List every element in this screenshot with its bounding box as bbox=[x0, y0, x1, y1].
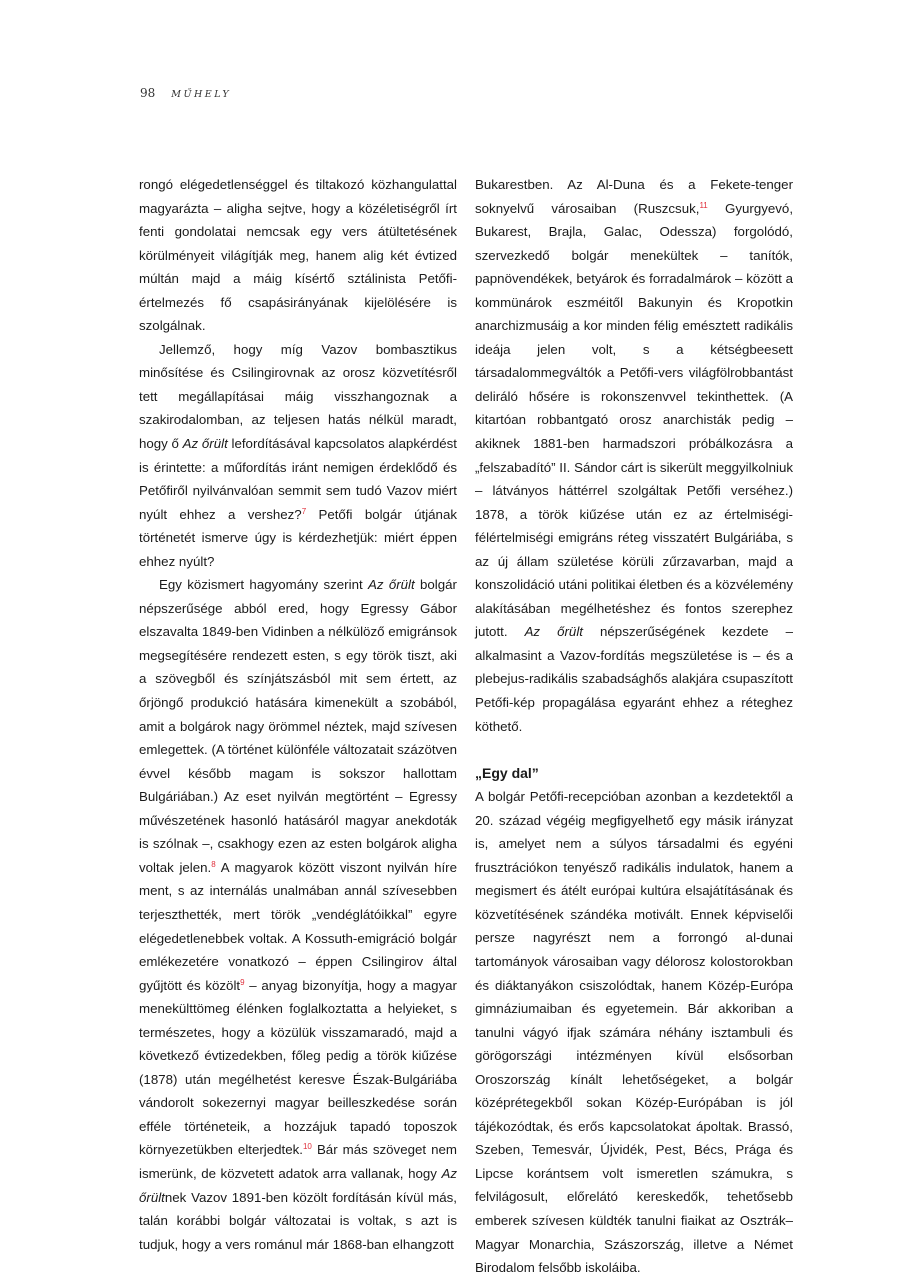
footnote-marker[interactable]: 8 bbox=[211, 859, 216, 869]
footnote-marker[interactable]: 10 bbox=[302, 1142, 312, 1152]
text-run: A magyarok között viszont nyilván híre ment, s az internálás unalmában annál szívesebben terjeszthették, mert török „vendéglátóikkal” egyre elégedetlenebbek voltak. A Kossuth-emigráció bolgár emlékezetére vonatkozó – éppen Csilingirov által gyűjtött és közölt bbox=[139, 859, 457, 993]
text-run: Gyurgyevó, Bukarest, Brajla, Galac, Odessza) forgolódó, szervezkedő bolgár menekültek – tanítók, papnövendékek, betyárok és forradalmárok – között a kommünárok eszméitől Bakunyin és Kropotkin anarchizmusáig a kor minden félig emésztett radikális ideája jelen volt, s a kétségbeesett társadalommegváltók a Petőfi-vers világfölrobbantást deliráló hősére is rokonszenvvel tekinthettek. (A kitartóan robbantgató orosz anarchisták pedig – akiknek 1881-ben harmadszori próbálkozásra a „felszabadító” II. Sándor cárt is sikerült meggyilkolniuk – látványos háttérrel szolgáltak Petőfi verséhez.) 1878, a török kiűzése után ez az értelmiségi-félértelmiségi emigráns réteg visszatért Bulgáriába, s az új állam születése körüli zűrzavarban, majd a konszolidáció utáni politikai életben és a közvélemény alakításában megélhetéshez és fontos szerephez jutott. bbox=[475, 200, 794, 640]
footnote-marker[interactable]: 9 bbox=[240, 977, 245, 987]
footnote-marker[interactable]: 11 bbox=[699, 200, 708, 210]
page-number: 98 bbox=[140, 86, 156, 100]
text-run: Jellemző, hogy míg Vazov bombasztikus minősítése és Csilingirovnak az orosz közvetítésről tett megállapításai máig visszhangoznak a szakirodalomban, az teljesen hatás nélkül maradt, hogy ő bbox=[139, 341, 457, 452]
italic-title: Az őrült bbox=[524, 624, 583, 640]
text-run: rongó elégedetlenséggel és tiltakozó közhangulattal magyarázta – aligha sejtve, hogy a közéletiségről írt fenti gondolatai nemcsak egy vers átültetésének körülményeit világítják meg, hanem alig két évtized múltán majd a máig kísértő sztálinista Petőfi-értelmezés fő csapásirányának kijelölésére is szolgálnak. bbox=[139, 177, 457, 334]
paragraph bbox=[139, 338, 457, 573]
section-subheading: „Egy dal” bbox=[475, 764, 539, 781]
italic-title: Az őrült bbox=[367, 577, 415, 593]
paragraph bbox=[139, 173, 457, 338]
italic-title: Az őrült bbox=[182, 436, 228, 452]
text-run: lefordításával kapcsolatos alapkérdést is érintette: a műfordítás iránt nemigen érdeklődő és Petőfiről nyilvánvalóan semmit sem tudó Vazov miért nyúlt ehhez a vershez? bbox=[139, 436, 457, 522]
italic-title: Az őrült bbox=[139, 1165, 457, 1205]
text-run: Bár más szöveget nem ismerünk, de közvetett adatok arra vallanak, hogy bbox=[139, 1142, 457, 1181]
paragraph bbox=[475, 173, 793, 738]
footnote-marker[interactable]: 7 bbox=[301, 506, 307, 516]
left-column bbox=[139, 173, 457, 1256]
running-header bbox=[140, 86, 231, 100]
text-run: Bukarestben. Az Al-Duna és a Fekete-tenger soknyelvű városaiban (Ruszcsuk, bbox=[475, 177, 793, 216]
paragraph bbox=[139, 573, 457, 1256]
text-run: – anyag bizonyítja, hogy a magyar menekülttömeg élénken foglalkoztatta a helyieket, s természetes, hogy a közülük visszamaradó, majd a következő évtizedekben, főleg pedig a török kiűzése (1878) után megélhetést keresve Észak-Bulgáriába vándorolt sokezernyi magyar beilleszkedése során efféle történeteik, a hozzájuk tapadó toposzok környezetükben elterjedtek. bbox=[139, 977, 457, 1158]
text-run: népszerűségének kezdete – alkalmasint a Vazov-fordítás megszületése is – és a plebejus-radikális szabadsághős alakjára csupaszított Petőfi-kép propagálása egyaránt ehhez a réteghez köthető. bbox=[475, 624, 794, 734]
text-run: Petőfi bolgár útjának történetét ismerve úgy is kérdezhetjük: miért éppen ehhez nyúlt? bbox=[139, 506, 457, 569]
text-run: nek Vazov 1891-ben közölt fordításán kívül más, talán korábbi bolgár változatai is voltak, s azt is tudjuk, hogy a vers románul már 1868-ban elhangzott bbox=[139, 1189, 457, 1252]
text-run: bolgár népszerűsége abból ered, hogy Egressy Gábor elszavalta 1849-ben Vidinben a nélkülöző emigránsok megsegítésére rendezett esten, s egy török tiszt, aki a szövegből és színjátszásból mit sem értett, az őrjöngő produkció hatására kimenekült a szobából, amit a bolgárok nagy örömmel néztek, majd szívesen emlegettek. (A történet különféle változatait százötven évvel később magam is sokszor hallottam Bulgáriában.) Az eset nyilván megtörtént – Egressy művészetének hasonló hatásáról magyar anekdoták is szólnak –, csakhogy ezen az esten bolgárok aligha voltak jelen. bbox=[139, 577, 457, 875]
section-name: MŰHELY bbox=[171, 89, 232, 100]
paragraph bbox=[475, 785, 793, 1279]
right-column bbox=[475, 173, 793, 1280]
text-run: A bolgár Petőfi-recepcióban azonban a kezdetektől a 20. század végéig megfigyelhető egy másik irányzat is, amelyet nem a súlyos társadalmi és egyéni frusztrációkon tenyésző radikális indulatok, hanem a megismert és átélt európai kultúra elsajátításának és közvetítésének szándéka motivált. Ennek képviselői persze nagyrészt nem a forrongó al-dunai tartományok városaiban vagy délorosz kolostorokban és diáktanyákon csiszolódtak, hanem Közép-Európa gimnáziumaiban és egyetemein. Bár akkoriban a tanulni vágyó ifjak számára néhány isztambuli és görögországi intézményen kívül elsősorban Oroszország kínált lehetőségeket, a bolgár középrétegekből sokan Közép-Európában is jól tájékozódtak, és erős kapcsolatokat ápoltak. Brassó, Szeben, Temesvár, Újvidék, Pest, Bécs, Prága és Lipcse korántsem volt ismeretlen számukra, s felvilágosult, előrelátó kereskedők, tehetősebb emberek szívesen küldték tanulni fiaikat az Osztrák–Magyar Monarchia, Szászország, illetve a Német Birodalom felsőbb iskoláiba. bbox=[475, 789, 793, 1276]
text-run: Egy közismert hagyomány szerint bbox=[159, 577, 368, 593]
